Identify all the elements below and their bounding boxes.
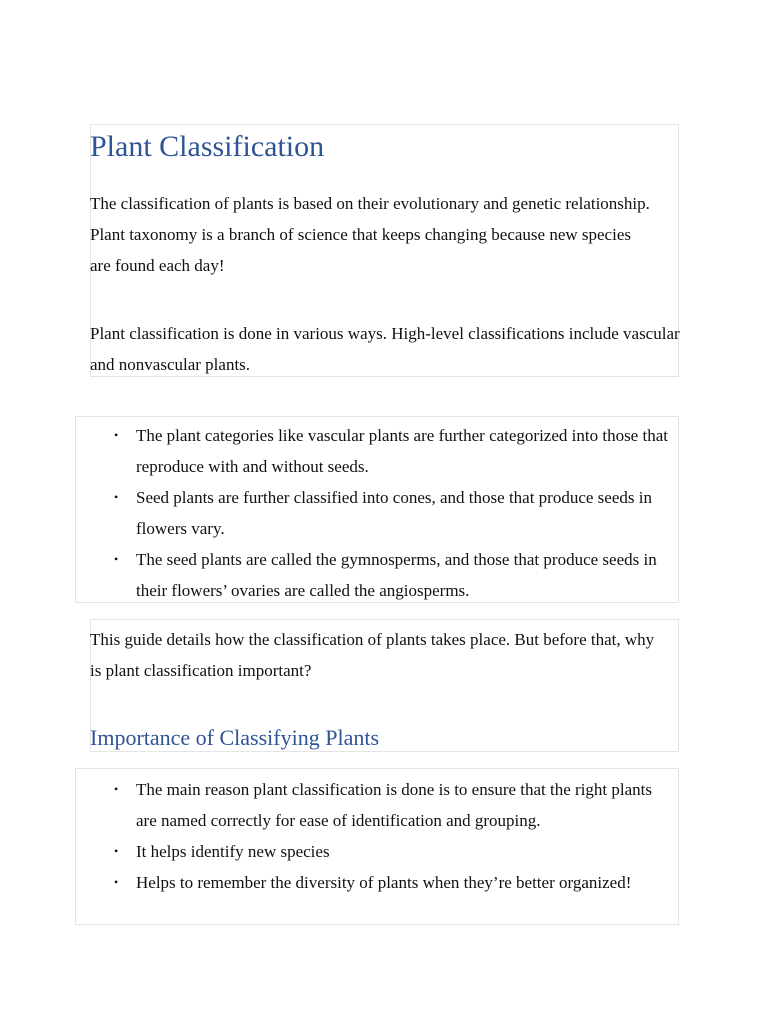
importance-list (75, 774, 675, 898)
classification-paragraph: Plant classification is done in various ways. High-level classifications include vascular and nonvascular plants. (90, 324, 680, 374)
list-item-text: Helps to remember the diversity of plants when they’re better organized! (136, 873, 632, 892)
list-item-text: Seed plants are further classified into cones, and those that produce seeds in flowers vary. (136, 488, 652, 538)
list-item (75, 482, 675, 544)
categories-list (75, 420, 675, 606)
list-item-text: The main reason plant classification is done is to ensure that the right plants are named correctly for ease of identification and grouping. (136, 780, 653, 830)
list-item (75, 867, 675, 898)
list-item-text: The plant categories like vascular plants are further categorized into those that reproduce with and without seeds. (136, 426, 668, 476)
bullet-icon: • (114, 782, 119, 796)
list-item (75, 836, 675, 867)
bullet-icon: • (114, 428, 119, 442)
list-item-text: It helps identify new species (136, 842, 330, 861)
intro-paragraph: The classification of plants is based on their evolutionary and genetic relationship. Plant taxonomy is a branch of science that keeps changing because new species are found each day! (90, 194, 650, 275)
section-heading: Importance of Classifying Plants (90, 725, 380, 750)
list-item (75, 774, 675, 836)
list-item (75, 420, 675, 482)
bullet-icon: • (114, 844, 119, 858)
bullet-icon: • (114, 875, 119, 889)
guide-paragraph: This guide details how the classification of plants takes place. But before that, why is plant classification important? (90, 630, 655, 680)
list-item (75, 544, 675, 606)
bullet-icon: • (114, 552, 119, 566)
page-title: Plant Classification (90, 130, 325, 163)
list-item-text: The seed plants are called the gymnosperms, and those that produce seeds in their flowers’ ovaries are called the angiosperms. (136, 550, 657, 600)
bullet-icon: • (114, 490, 119, 504)
